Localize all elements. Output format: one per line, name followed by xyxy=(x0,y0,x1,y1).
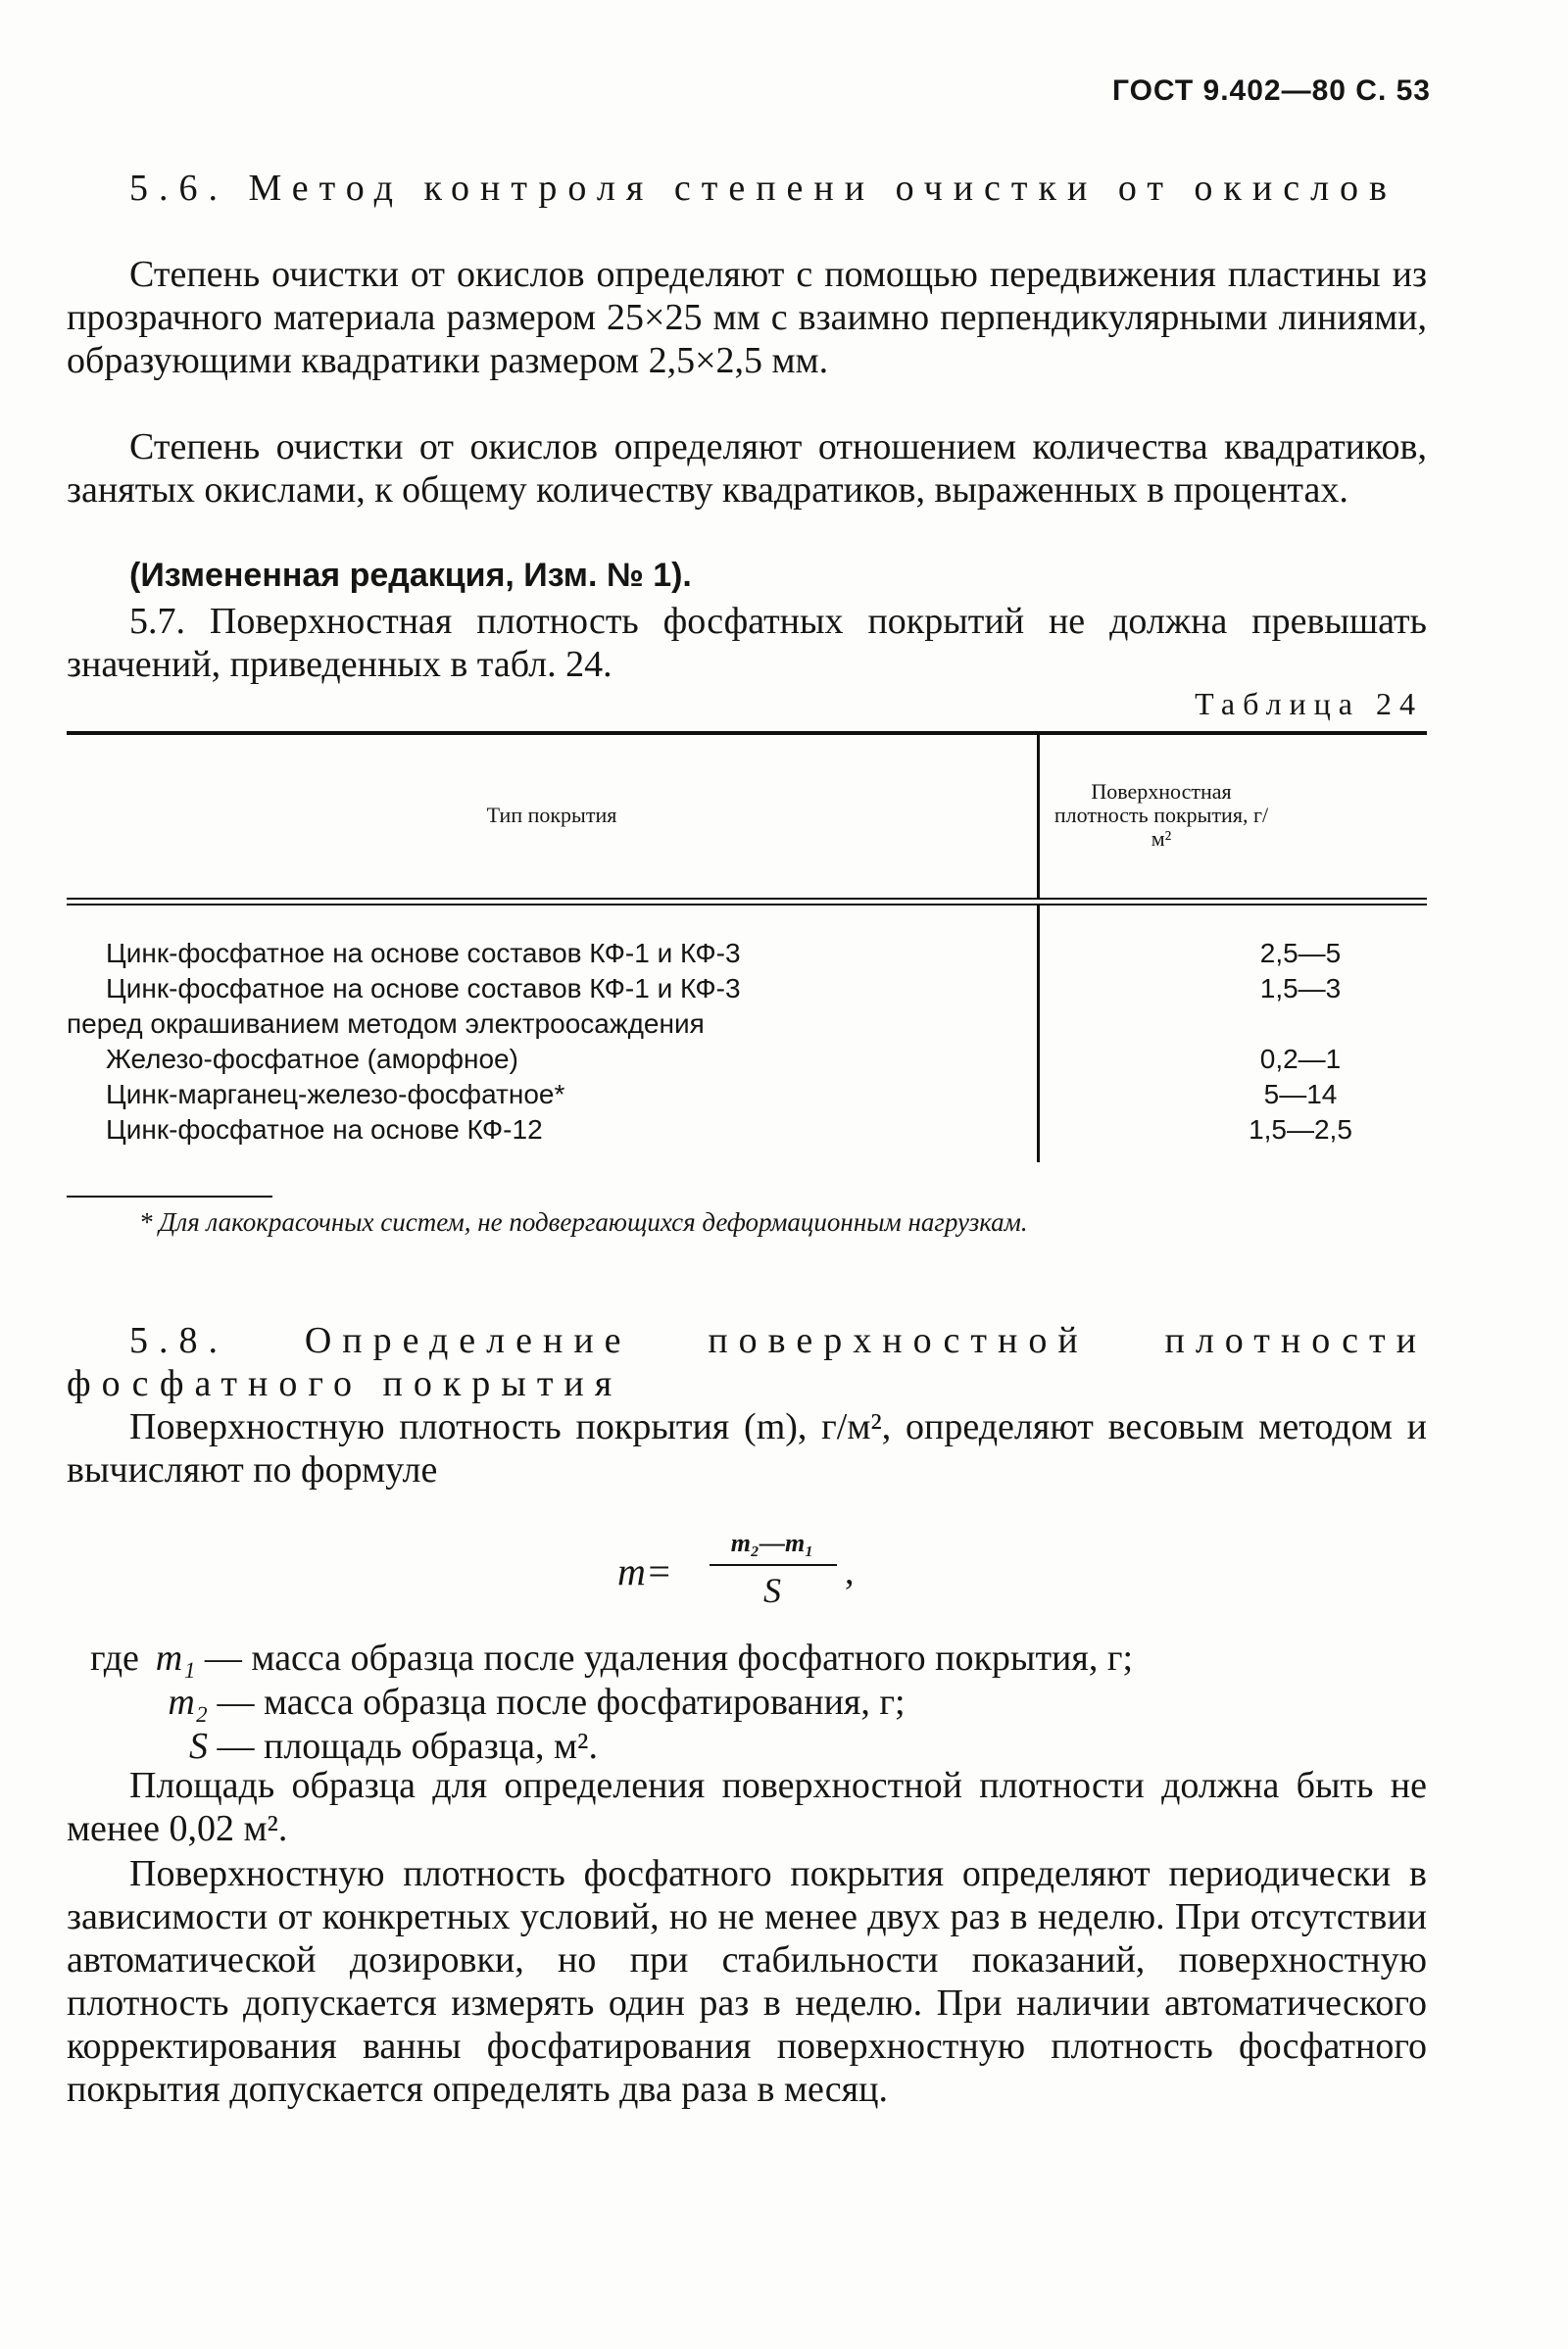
table-cell-value: 2,5—5 xyxy=(1259,938,1342,968)
table-row xyxy=(67,1078,1427,1111)
formula-fraction-bar xyxy=(710,1564,837,1566)
section-5-8-paragraph-2: Площадь образца для определения поверхностной плотности должна быть не менее 0,02 м². xyxy=(67,1765,1427,1849)
table-row xyxy=(67,937,1427,970)
definition-symbol: m₁ xyxy=(155,1638,196,1679)
table-col-header-density: Поверхностная плотность покрытия, г/м² xyxy=(1054,779,1269,851)
table-cell-value: 5—14 xyxy=(1263,1079,1338,1109)
section-5-8-heading: 5.8. Определение поверхностной плотности фосфатного покрытия xyxy=(67,1320,1427,1404)
density-formula xyxy=(608,1529,960,1637)
table-row xyxy=(67,1043,1427,1076)
formula-tail: , xyxy=(845,1551,855,1592)
table-cell-type: Железо-фосфатное (аморфное) xyxy=(106,1044,518,1074)
table-col-header-type: Тип покрытия xyxy=(486,803,617,827)
table-footnote: * Для лакокрасочных систем, не подвергающихся деформационным нагрузкам. xyxy=(139,1207,1028,1237)
table-cell-type: Цинк-фосфатное на основе КФ-12 xyxy=(106,1114,543,1145)
formula-lhs: m= xyxy=(617,1549,672,1593)
definition-m1 xyxy=(90,1637,1133,1681)
formula-definitions xyxy=(90,1637,1133,1769)
formula-denominator: S xyxy=(763,1571,781,1610)
table-top-rule xyxy=(67,731,1427,735)
table-header-rule-1 xyxy=(67,898,1427,900)
table-cell-type: Цинк-марганец-железо-фосфатное* xyxy=(106,1079,565,1109)
section-5-6-paragraph-1: Степень очистки от окислов определяют с помощью передвижения пластины из прозрачного материала размером 25×25 мм с взаимно перпендикулярными линиями, образующими квадратики размером 2,5×2,5 мм. xyxy=(67,254,1427,381)
section-5-7-paragraph: 5.7. Поверхностная плотность фосфатных покрытий не должна превышать значений, приведенных в табл. 24. xyxy=(67,601,1427,685)
definition-text: — масса образца после удаления фосфатного покрытия, г; xyxy=(195,1638,1134,1679)
definition-m2 xyxy=(90,1681,1133,1725)
formula-numerator: m₂—m₁ xyxy=(730,1529,814,1557)
footnote-rule xyxy=(67,1196,272,1198)
table-cell-value: 1,5—3 xyxy=(1259,973,1342,1003)
definition-text: — площадь образца, м². xyxy=(208,1726,598,1767)
definition-s xyxy=(90,1725,1133,1769)
table-cell-value: 0,2—1 xyxy=(1259,1044,1342,1074)
definition-symbol: S xyxy=(189,1726,208,1767)
definition-prefix: где xyxy=(90,1638,149,1679)
table-cell-type: Цинк-фосфатное на основе составов КФ-1 и КФ-3 xyxy=(106,938,741,968)
table-cell-value: 1,5—2,5 xyxy=(1249,1114,1352,1145)
table-cell-type: Цинк-фосфатное на основе составов КФ-1 и КФ-3 xyxy=(106,973,741,1003)
definition-text: — масса образца после фосфатирования, г; xyxy=(208,1682,906,1723)
table-row xyxy=(67,1007,1427,1041)
definition-symbol: m₂ xyxy=(168,1682,208,1723)
section-5-6-paragraph-2: Степень очистки от окислов определяют отношением количества квадратиков, занятых окислами, к общему количеству квадратиков, выраженных в процентах. xyxy=(67,426,1427,511)
amendment-note: (Измененная редакция, Изм. № 1). xyxy=(129,557,692,594)
table-row xyxy=(67,972,1427,1005)
section-5-6-heading: 5.6. Метод контроля степени очистки от окислов xyxy=(129,168,1397,209)
section-5-8-paragraph-3: Поверхностную плотность фосфатного покрытия определяют периодически в зависимости от конкретных условий, но не менее двух раз в неделю. При отсутствии автоматической дозировки, но при стабильности показаний, поверхностную плотность допускается измерять один раз в неделю. При наличии автоматического корректирования ванны фосфатирования поверхностную плотность фосфатного покрытия допускается определять два раза в месяц. xyxy=(67,1853,1427,2110)
table-row xyxy=(67,1113,1427,1147)
table-header-divider xyxy=(1037,735,1040,898)
table-header-rule-2 xyxy=(67,904,1427,905)
page-header: ГОСТ 9.402—80 С. 53 xyxy=(1111,74,1431,107)
table-cell-type: перед окрашиванием методом электроосаждения xyxy=(67,1008,705,1039)
section-5-8-paragraph-1: Поверхностную плотность покрытия (m), г/м², определяют весовым методом и вычисляют по формуле xyxy=(67,1406,1427,1491)
table-caption: Таблица 24 xyxy=(1195,686,1423,721)
